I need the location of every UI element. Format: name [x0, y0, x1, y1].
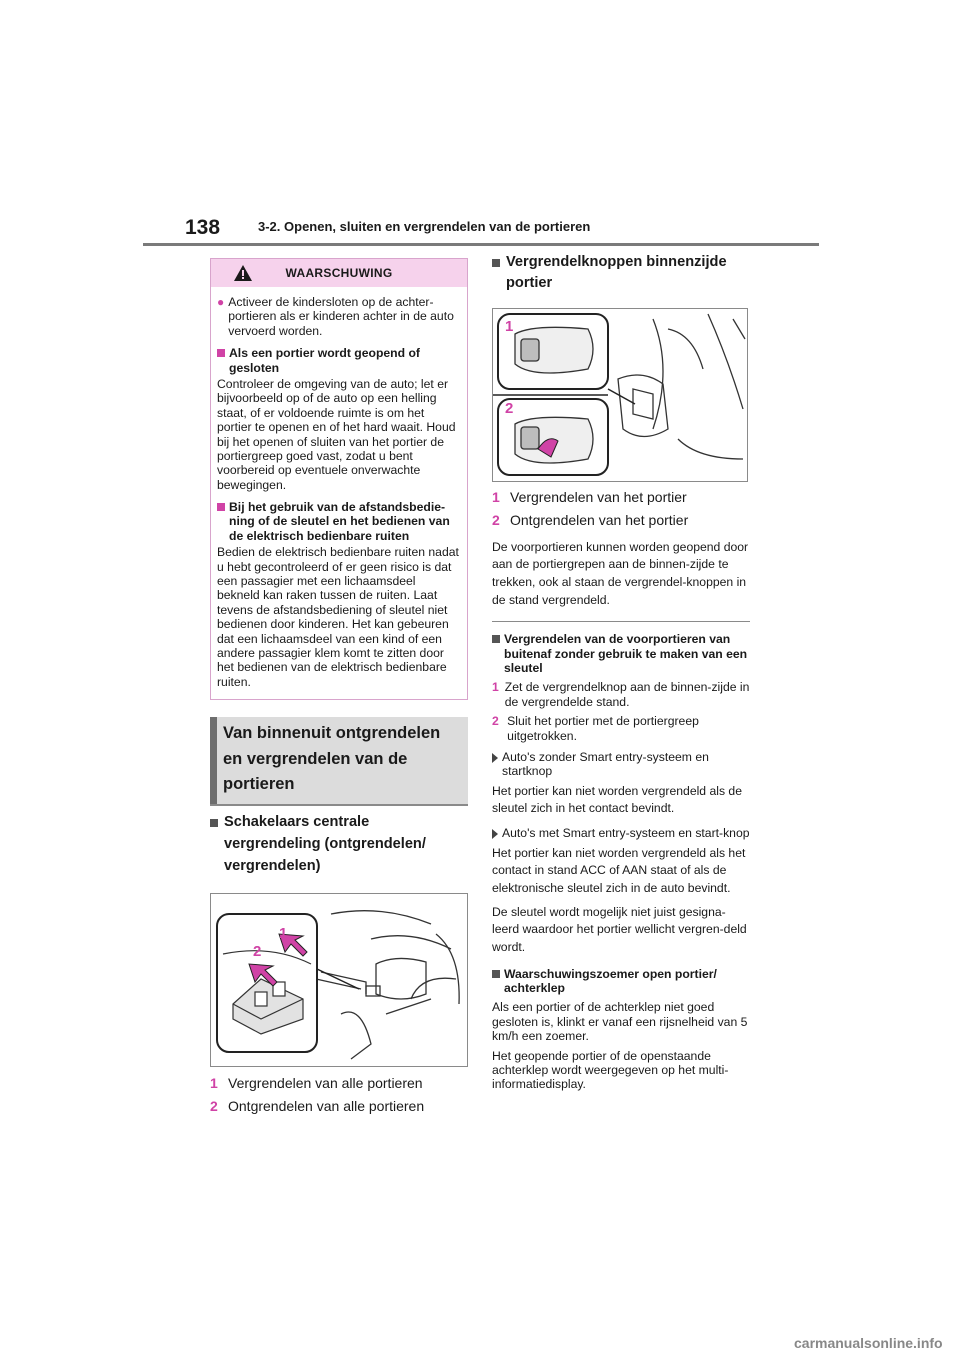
case-label-2 — [492, 826, 750, 840]
buzzer-text-1: Als een portier of de achterklep niet goed gesloten is, klinkt er vanaf een rijsnelheid van 5 km/h een zoemer. — [492, 1000, 748, 1044]
warning-section-text-1: Controleer de omgeving van de auto; let er bijvoorbeeld op of de auto op een helling staat, of er voldoende ruimte is om het portier te openen en of het hard waait. Houd bij het openen of sluiten van het portier de portiergreep goed vast, zodat u bent voorbereid op eventuele onverwachte bewegingen. — [217, 376, 456, 492]
warning-header — [211, 259, 467, 287]
item-heading-door-knobs — [492, 252, 750, 294]
warning-sub-heading-text: Bij het gebruik van de afstandsbedie-ning of de sleutel en het bedienen van de elektrisch bedienbare ruiten — [229, 500, 450, 543]
watermark: carmanualsonline.info — [794, 1335, 943, 1351]
warning-box — [210, 258, 468, 700]
section-rule — [210, 804, 468, 806]
list-number: 1 — [492, 489, 500, 506]
item-heading-text: Vergrendelknoppen binnenzijde portier — [506, 254, 727, 292]
divider — [492, 621, 750, 622]
case-label-1 — [492, 750, 750, 779]
list-item — [492, 509, 750, 532]
list-item — [210, 1072, 468, 1095]
warning-sub-heading-1 — [217, 346, 461, 375]
case-text-2: Het portier kan niet worden vergrendeld als het contact in stand ACC of AAN staat of als de elektronische sleutel zich in de auto bevindt. — [492, 845, 746, 895]
buzzer-heading-text: Waarschuwingszoemer open portier/ achterklep — [504, 966, 717, 996]
case-label-text: Auto's met Smart entry-systeem en start-knop — [502, 826, 750, 841]
warning-sub-heading-2 — [217, 500, 461, 543]
item-heading-text: Schakelaars centrale vergrendeling (ontgrendelen/ vergrendelen) — [224, 813, 426, 874]
warning-title: WAARSCHUWING — [285, 266, 393, 280]
left-column — [210, 258, 468, 1118]
outside-lock-note: De sleutel wordt mogelijk niet juist gesigna-leerd waardoor het portier wellicht vergren-deld wordt. — [492, 904, 747, 954]
list-text: Sluit het portier met de portiergreep uitgetrokken. — [507, 714, 699, 743]
warning-body — [211, 287, 467, 699]
list-number: 2 — [492, 512, 500, 529]
page-number: 138 — [185, 216, 221, 239]
list-text: Ontgrendelen van het portier — [510, 512, 689, 529]
figure-label-2: 2 — [253, 942, 262, 960]
figure-door-knob — [492, 308, 748, 482]
door-lock-switch-illustration — [211, 894, 467, 1066]
square-bullet-icon — [492, 259, 500, 267]
square-bullet-icon — [492, 635, 500, 643]
outside-lock-heading — [492, 632, 750, 675]
list-number: 2 — [210, 1097, 218, 1114]
right-numbered-list — [492, 486, 750, 532]
door-knob-note: De voorportieren kunnen worden geopend door aan de portiergrepen aan de binnen-zijde te trekken, ook al staan de vergrendel-knoppen in de stand vergrendeld. — [492, 539, 749, 607]
buzzer-text-2: Het geopende portier of de openstaande achterklep wordt weergegeven op het multi-informatiedisplay. — [492, 1048, 729, 1092]
header-rule — [143, 243, 819, 246]
square-bullet-icon — [217, 349, 225, 357]
figure-label-2: 2 — [505, 400, 514, 418]
buzzer-section — [492, 967, 750, 1092]
list-item — [210, 1095, 468, 1118]
warning-sub-heading-text: Als een portier wordt geopend of gesloten — [229, 346, 420, 375]
buzzer-heading — [492, 967, 750, 996]
square-bullet-icon — [492, 970, 500, 978]
list-item — [492, 680, 750, 709]
warning-intro-text: Activeer de kindersloten op de achter-portieren als er kinderen achter in de auto vervoerd worden. — [228, 295, 454, 338]
door-knob-illustration — [493, 309, 747, 481]
warning-intro — [217, 295, 461, 338]
left-numbered-list — [210, 1072, 468, 1118]
item-heading-switches — [210, 812, 468, 878]
warning-section-text-2: Bedien de elektrisch bedienbare ruiten nadat u hebt gecontroleerd of er geen risico is dat een passagier met een lichaamsdeel bekneld kan raken tussen de ruiten. Laat tevens de afstandsbediening of sleutel niet bedienen door kinderen. Het kan gebeuren dat een lichaamsdeel van een kind of een andere passagier klem komt te zitten door het bedienen van de elektrisch bedienbare ruiten. — [217, 545, 459, 689]
outside-lock-heading-text: Vergrendelen van de voorportieren van buitenaf zonder gebruik te maken van een sleutel — [504, 632, 748, 676]
case-label-text: Auto's zonder Smart entry-systeem en startknop — [502, 749, 709, 779]
section-title: Van binnenuit ontgrendelen en vergrendelen van de portieren — [210, 717, 468, 804]
list-number: 1 — [492, 680, 499, 695]
square-bullet-icon — [210, 819, 218, 827]
list-item — [492, 714, 750, 743]
warning-triangle-icon — [233, 264, 253, 287]
arrow-right-icon — [492, 753, 498, 763]
figure-door-lock-switch — [210, 893, 468, 1067]
list-number: 1 — [210, 1074, 218, 1091]
bullet-dot-icon: ● — [217, 295, 225, 309]
list-text: Zet de vergrendelknop aan de binnen-zijde in de vergrendelde stand. — [504, 680, 750, 709]
running-head: 3-2. Openen, sluiten en vergrendelen van de portieren — [258, 219, 591, 234]
list-text: Ontgrendelen van alle portieren — [228, 1097, 425, 1114]
right-column — [492, 252, 750, 1092]
outside-lock-section — [492, 632, 750, 779]
list-item — [492, 486, 750, 509]
case-text-1: Het portier kan niet worden vergrendeld als de sleutel zich in het contact bevindt. — [492, 783, 742, 816]
arrow-right-icon — [492, 829, 498, 839]
list-text: Vergrendelen van het portier — [510, 489, 687, 506]
list-number: 2 — [492, 714, 499, 729]
figure-label-1: 1 — [279, 924, 288, 942]
square-bullet-icon — [217, 503, 225, 511]
figure-label-1: 1 — [505, 318, 514, 336]
list-text: Vergrendelen van alle portieren — [228, 1074, 423, 1091]
